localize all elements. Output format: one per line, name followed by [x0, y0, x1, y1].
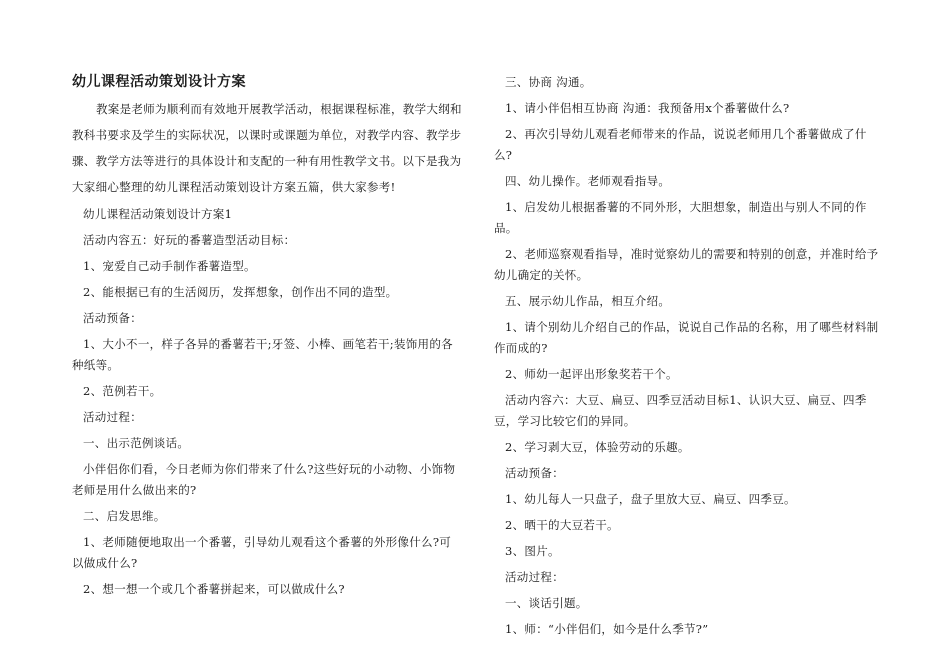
step-heading: 五、展示幼儿作品，相互介绍。	[505, 294, 671, 308]
prep-item: 2、晒干的大豆若干。	[505, 518, 619, 532]
body-paragraph: 1、启发幼儿根据番薯的不同外形，大胆想象，制造出与别人不同的作品。	[494, 200, 867, 235]
section-heading: 活动过程：	[505, 570, 564, 584]
body-paragraph: 1、请小伴侣相互协商 沟通：我预备用x个番薯做什么?	[505, 101, 790, 115]
prep-item: 2、范例若干。	[83, 384, 162, 398]
section-heading: 活动预备：	[83, 311, 142, 325]
left-column	[72, 72, 462, 605]
section-heading: 活动预备：	[505, 466, 564, 480]
goal-item: 1、宠爱自己动手制作番薯造型。	[83, 259, 256, 273]
body-paragraph: 小伴侣你们看，今日老师为你们带来了什么?这些好玩的小动物、小饰物老师是用什么做出来的?	[72, 462, 456, 497]
body-paragraph: 1、老师随便地取出一个番薯，引导幼儿观看这个番薯的外形像什么?可以做成什么?	[72, 535, 452, 570]
body-paragraph: 1、请个别幼儿介绍自己的作品，说说自己作品的名称，用了哪些材料制作而成的?	[494, 320, 879, 355]
body-paragraph: 2、再次引导幼儿观看老师带来的作品，说说老师用几个番薯做成了什么?	[494, 127, 867, 162]
goal-item: 2、能根据已有的生活阅历，发挥想象，创作出不同的造型。	[83, 285, 398, 299]
prep-item: 3、图片。	[505, 544, 560, 558]
body-paragraph: 1、师：“小伴侣们，如今是什么季节?”	[505, 622, 709, 636]
section-heading: 活动过程：	[83, 410, 142, 424]
activity-content-heading: 活动内容六：大豆、扁豆、四季豆活动目标1、认识大豆、扁豆、四季豆，学习比较它们的异同。	[494, 393, 867, 428]
body-paragraph: 2、师幼一起评出形象奖若干个。	[505, 367, 678, 381]
intro-paragraph: 教案是老师为顺利而有效地开展教学活动，根据课程标准，教学大纲和教科书要求及学生的实际状况，以课时或课题为单位，对教学内容、教学步骤、教学方法等进行的具体设计和支配的一种有用性教学文书。以下是我为大家细心整理的幼儿课程活动策划设计方案五篇，供大家参考!	[72, 102, 462, 194]
prep-item: 1、幼儿每人一只盘子，盘子里放大豆、扁豆、四季豆。	[505, 492, 796, 506]
right-column	[494, 72, 882, 645]
body-paragraph: 2、老师巡察观看指导，准时觉察幼儿的需要和特别的创意，并准时给予幼儿确定的关怀。	[494, 247, 879, 282]
plan-heading: 幼儿课程活动策划设计方案1	[83, 207, 233, 221]
goal-item: 2、学习剥大豆，体验劳动的乐趣。	[505, 440, 690, 454]
step-heading: 四、幼儿操作。老师观看指导。	[505, 174, 671, 188]
step-heading: 一、谈话引题。	[505, 596, 588, 610]
step-heading: 一、出示范例谈话。	[83, 436, 190, 450]
step-heading: 二、启发思维。	[83, 509, 166, 523]
prep-item: 1、大小不一，样子各异的番薯若干;牙签、小棒、画笔若干;装饰用的各种纸等。	[72, 337, 453, 372]
step-heading: 三、协商 沟通。	[505, 75, 592, 89]
activity-content-heading: 活动内容五：好玩的番薯造型活动目标：	[83, 233, 296, 247]
document-title: 幼儿课程活动策划设计方案	[72, 74, 246, 90]
body-paragraph: 2、想一想一个或几个番薯拼起来，可以做成什么?	[83, 582, 345, 596]
